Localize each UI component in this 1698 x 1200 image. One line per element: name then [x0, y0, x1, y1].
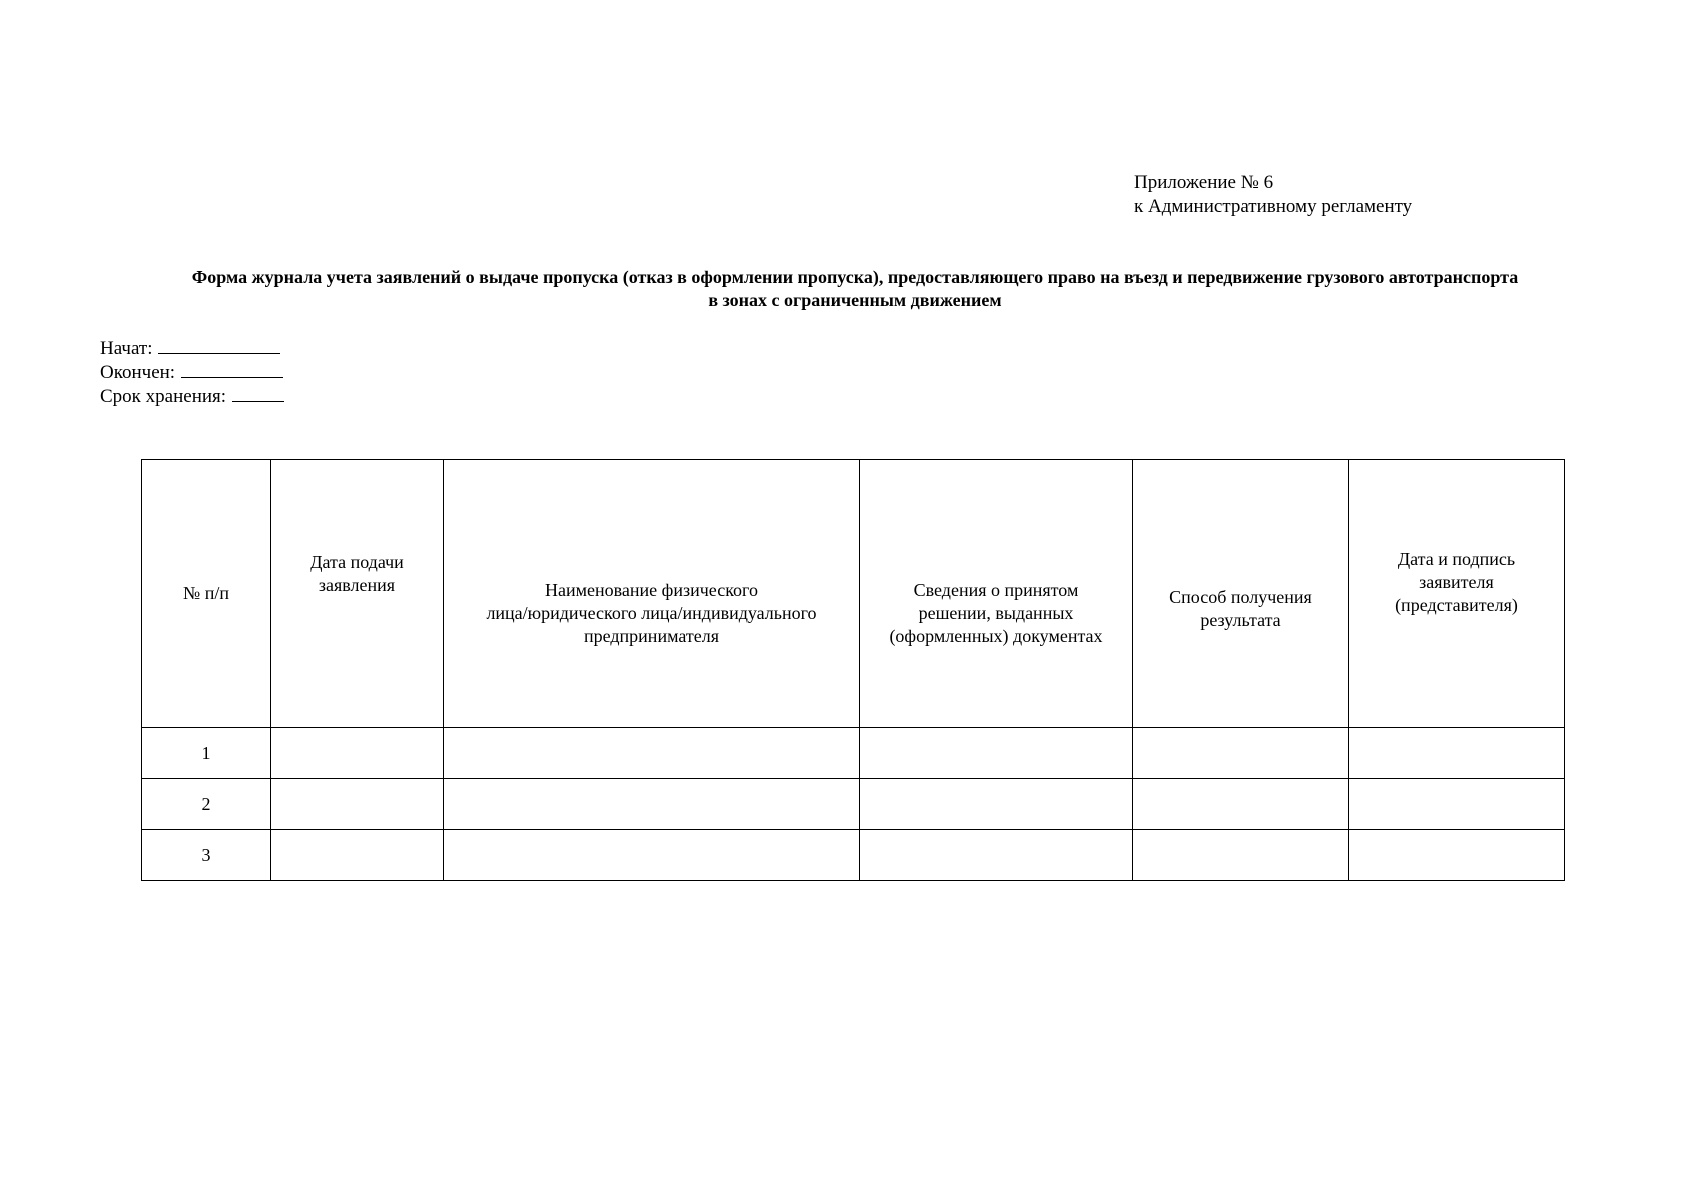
appendix-number: Приложение № 6	[1134, 172, 1274, 193]
retention-label: Срок хранения:	[100, 386, 227, 407]
header-number-line: № п/п	[183, 583, 229, 603]
table-cell	[1349, 728, 1565, 779]
header-line: предпринимателя	[584, 626, 719, 646]
table-cell-number: 2	[142, 779, 271, 830]
document-title-line-1: Форма журнала учета заявлений о выдаче пропуска (отказ в оформлении пропуска), предоставляющего право на въезд и передвижение грузового автотранспорта	[191, 267, 1519, 287]
table-cell	[1349, 779, 1565, 830]
header-line: результата	[1200, 609, 1281, 630]
appendix-note	[1134, 171, 1412, 219]
table-cell	[860, 779, 1133, 830]
header-line: решении, выданных	[918, 603, 1074, 623]
header-line: Дата и подпись	[1397, 549, 1516, 569]
header-decision-info	[860, 460, 1133, 728]
document-title-line-2: в зонах с ограниченным движением	[708, 290, 1002, 310]
table-row	[142, 830, 1565, 881]
header-applicant-name	[444, 460, 860, 728]
table-cell-number: 3	[142, 830, 271, 881]
header-line: Наименование физического	[545, 580, 758, 600]
header-submission-date	[271, 460, 444, 728]
retention-row	[100, 384, 284, 408]
table-cell-number: 1	[142, 728, 271, 779]
finished-blank-line	[181, 360, 283, 378]
table-cell	[1133, 830, 1349, 881]
table-cell	[1349, 830, 1565, 881]
finished-row	[100, 360, 284, 384]
header-result-method	[1133, 460, 1349, 728]
document-title	[80, 266, 1630, 312]
retention-blank-line	[232, 384, 284, 402]
header-line: заявителя	[1419, 572, 1494, 592]
table-cell	[444, 830, 860, 881]
header-line: (оформленных) документах	[889, 626, 1103, 646]
header-line: заявления	[318, 574, 396, 595]
header-line: Сведения о принятом	[913, 580, 1079, 600]
table-cell	[271, 728, 444, 779]
finished-label: Окончен:	[100, 362, 176, 383]
journal-meta	[100, 336, 284, 408]
header-line: Дата подачи	[310, 551, 404, 572]
table-cell	[860, 728, 1133, 779]
table-cell	[1133, 779, 1349, 830]
header-line: (представителя)	[1395, 595, 1518, 615]
table-cell	[271, 779, 444, 830]
journal-table	[141, 459, 1565, 881]
started-row	[100, 336, 284, 360]
table-header-row	[142, 460, 1565, 728]
table-cell	[271, 830, 444, 881]
started-blank-line	[158, 336, 280, 354]
table-cell	[1133, 728, 1349, 779]
table-row	[142, 779, 1565, 830]
started-label: Начат:	[100, 338, 153, 359]
table-cell	[444, 779, 860, 830]
header-number	[142, 460, 271, 728]
appendix-reference: к Административному регламенту	[1134, 196, 1413, 217]
header-line: лица/юридического лица/индивидуального	[486, 603, 817, 623]
table-cell	[444, 728, 860, 779]
table-cell	[860, 830, 1133, 881]
header-applicant-signature	[1349, 460, 1565, 728]
table-row	[142, 728, 1565, 779]
header-line: Способ получения	[1169, 586, 1312, 607]
